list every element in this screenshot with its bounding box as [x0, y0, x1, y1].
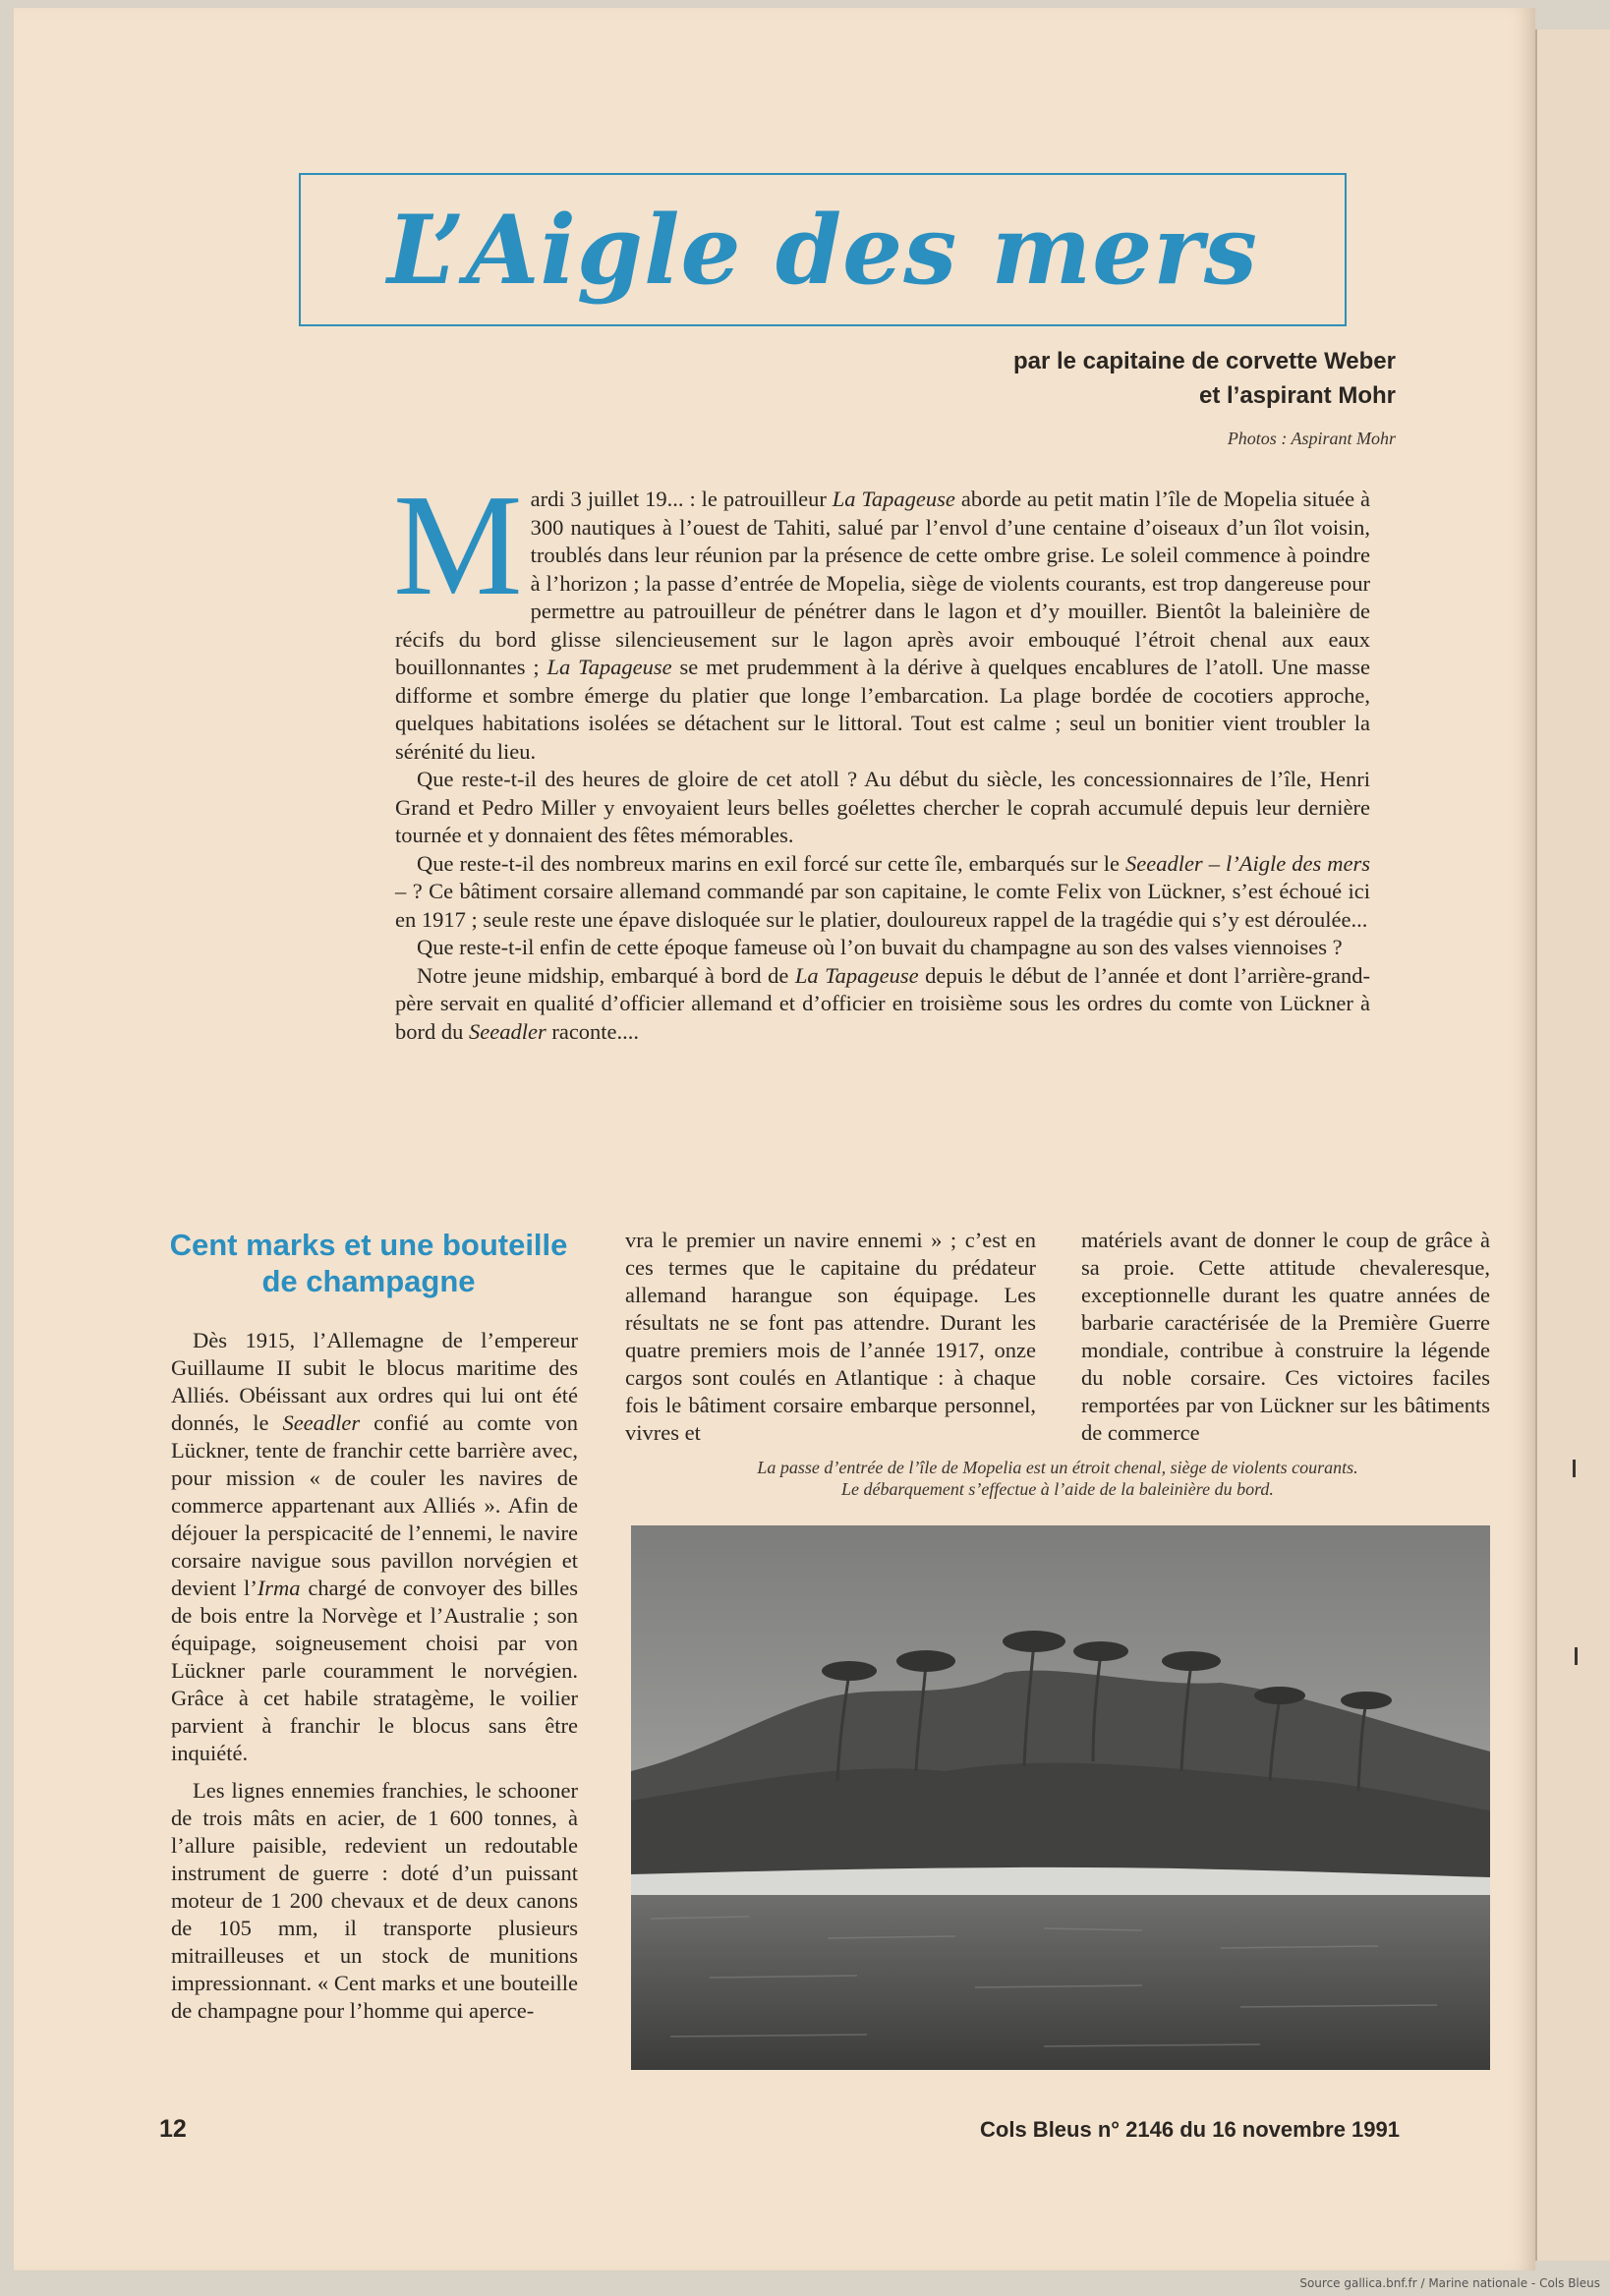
- intro-paragraph-1: Mardi 3 juillet 19... : le patrouilleur La Tapageuse aborde au petit matin l’île de Mopelia située à 300 nautiques à l’ouest de Tahiti, salué par l’envol d’une centaine d’oiseaux d’un îlot voisin, troublés dans leur réunion par la présence de cette ombre grise. Le soleil commence à poindre à l’horizon ; la passe d’entrée de Mopelia, siège de violents courants, est trop dangereuse pour permettre au patrouilleur de pénétrer dans le lagon et d’y mouiller. Bientôt la baleinière de récifs du bord glisse silencieusement sur le lagon après avoir embouqué l’étroit chenal aux eaux bouillonnantes ; La Tapageuse se met prudemment à la dérive à quelques encablures de l’atoll. Une masse difforme et sombre émerge du platier que longe l’embarcation. La plage bordée de cocotiers approche, quelques habitations isolées se détachent sur le littoral. Tout est calme ; seul un bonitier vient troubler la sérénité du lieu.: [393, 465, 1370, 764]
- title-box: [299, 173, 1347, 326]
- column-2: [625, 1227, 1036, 1447]
- ship-name: Seeadler: [469, 1018, 546, 1044]
- column-2-text: vra le premier un navire ennemi » ; c’est en ces termes que le capitaine du prédateur allemand harangue son équipage. Les résultats ne se font pas attendre. Durant les quatre premiers mois de l’année 1917, onze cargos sont coulés en Atlantique : à chaque fois le bâtiment corsaire embarque personnel, vivres et: [625, 1228, 1036, 1445]
- page-mark: [1575, 1647, 1578, 1665]
- page-mark: [1573, 1460, 1576, 1477]
- authors-line-1: par le capitaine de corvette Weber: [1012, 348, 1396, 374]
- intro-paragraph-5: Notre jeune midship, embarqué à bord de La Tapageuse depuis le début de l’année et dont l’arrière-grand-père servait en qualité d’officier allemand et d’officier en troisième sous les ordres du comte von Lückner à bord du Seeadler raconte....: [395, 962, 1371, 1044]
- caption-line-2: Le débarquement s’effectue à l’aide de la baleinière du bord.: [841, 1479, 1274, 1499]
- atoll-photo: [631, 1525, 1490, 2070]
- column-3: [1081, 1227, 1490, 1447]
- ship-name: La Tapageuse: [794, 962, 919, 988]
- next-page-edge: [1535, 29, 1610, 2261]
- ship-name: Seeadler: [282, 1410, 361, 1435]
- magazine-page: [14, 8, 1535, 2270]
- column-1: [171, 1327, 578, 2025]
- column-3-text: matériels avant de donner le coup de grâce à sa proie. Cette attitude chevaleresque, exceptionnelle durant les quatre années de barbarie caractérisée de la Première Guerre mondiale, contribue à construire la légende du noble corsaire. Ces victoires faciles remportées par von Lückner sur les bâtiments de commerce: [1081, 1228, 1490, 1445]
- source-credit: Source gallica.bnf.fr / Marine nationale - Cols Bleus: [1299, 2276, 1600, 2290]
- intro-paragraph-3: Que reste-t-il des nombreux marins en exil forcé sur cette île, embarqués sur le Seeadler – l’Aigle des mers – ? Ce bâtiment corsaire allemand commandé par son capitaine, le comte Felix von Lückner, s’est échoué ici en 1917 ; seule reste une épave disloquée sur le platier, douloureux rappel de la tragédie qui s’y est déroulée...: [395, 850, 1371, 932]
- issue-info: Cols Bleus n° 2146 du 16 novembre 1991: [980, 2117, 1400, 2142]
- ship-alias: Irma: [257, 1576, 301, 1600]
- ship-name: La Tapageuse: [546, 655, 672, 679]
- ship-name: La Tapageuse: [832, 487, 955, 511]
- photo-credit: Photos : Aspirant Mohr: [1227, 429, 1396, 448]
- caption-line-1: La passe d’entrée de l’île de Mopelia est un étroit chenal, siège de violents courants.: [757, 1458, 1358, 1477]
- article-title: L’Aigle des mers: [387, 194, 1258, 306]
- authors-line-2: et l’aspirant Mohr: [1198, 382, 1396, 409]
- ship-name: Seeadler – l’Aigle des mers –: [395, 850, 1371, 903]
- page-number: 12: [159, 2115, 187, 2143]
- atoll-photo-image: [631, 1525, 1490, 2070]
- intro-paragraph-4: Que reste-t-il enfin de cette époque fameuse où l’on buvait du champagne au son des valses viennoises ?: [417, 935, 1343, 959]
- column-1-paragraph-1: Dès 1915, l’Allemagne de l’empereur Guillaume II subit le blocus maritime des Alliés. Obéissant aux ordres qui lui ont été donnés, le Seeadler confié au comte von Lückner, tente de franchir cette barrière avec, pour mission « de couler les navires de commerce appartenant aux Alliés ». Afin de déjouer la perspicacité de l’ennemi, le navire corsaire navigue sous pavillon norvégien et devient l’Irma chargé de convoyer des billes de bois entre la Norvège et l’Australie ; son équipage, soigneusement choisi par von Lückner parle couramment le norvégien. Grâce à cet habile stratagème, le voilier parvient à franchir le blocus sans être inquiété.: [171, 1328, 578, 1765]
- intro-text: [393, 465, 1371, 1046]
- drop-cap: M: [393, 465, 523, 626]
- column-1-paragraph-2: Les lignes ennemies franchies, le schooner de trois mâts en acier, de 1 600 tonnes, à l’allure paisible, redevient un redoutable instrument de guerre : doté d’un puissant moteur de 1 200 chevaux et de deux canons de 105 mm, il transporte plusieurs mitrailleuses et un stock de munitions impressionnant. « Cent marks et une bouteille de champagne pour l’homme qui aperce-: [171, 1778, 578, 2023]
- article-authors: [1013, 344, 1396, 413]
- section-heading: Cent marks et une bouteille de champagne: [169, 1228, 568, 1298]
- intro-paragraph-2: Que reste-t-il des heures de gloire de cet atoll ? Au début du siècle, les concessionnaires de l’île, Henri Grand et Pedro Miller y envoyaient leurs belles goélettes chercher le coprah accumulé depuis leur dernière tournée et y donnaient des fêtes mémorables.: [395, 767, 1370, 847]
- photo-caption: [625, 1457, 1490, 1500]
